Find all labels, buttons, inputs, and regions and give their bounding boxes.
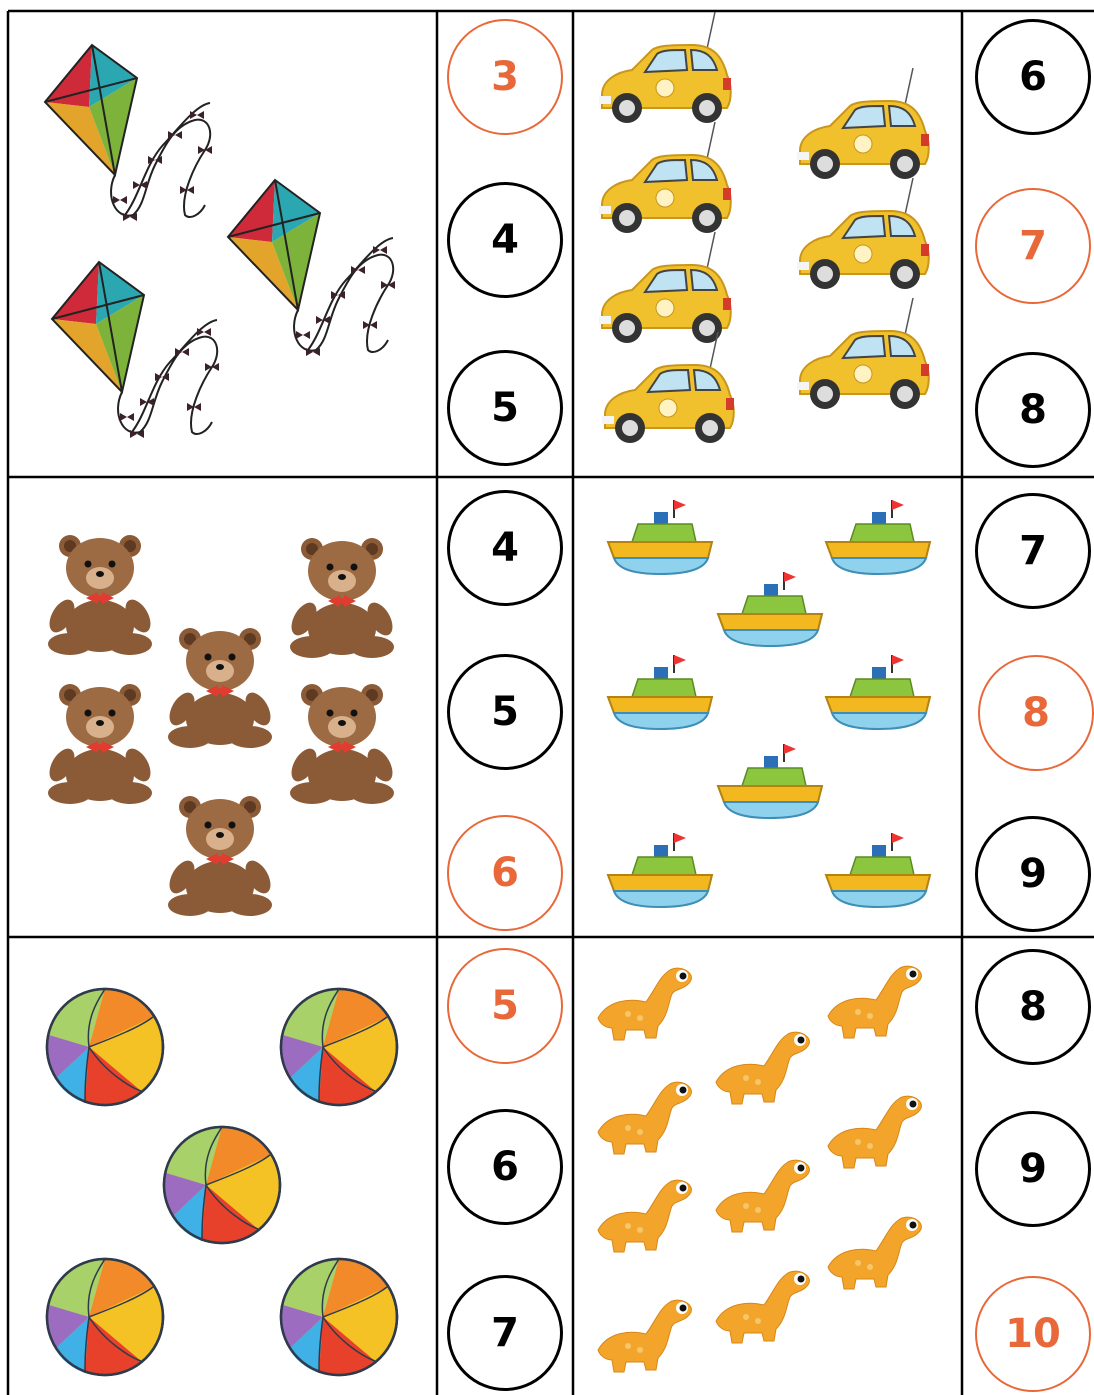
- dinosaur-icon: [598, 1082, 691, 1154]
- answer-circle-r1-left-1[interactable]: [447, 19, 563, 135]
- answer-circle-r3-left-3[interactable]: [447, 1275, 563, 1391]
- dinosaur-icon: [598, 1180, 691, 1252]
- answer-circle-r2-right-3[interactable]: [975, 816, 1091, 932]
- boat-icon: [718, 744, 822, 818]
- car-icon: [602, 332, 734, 443]
- dinosaur-icon: [828, 966, 921, 1038]
- answer-circle-r2-right-1[interactable]: [975, 493, 1091, 609]
- answer-label: 3: [491, 54, 519, 100]
- answer-label: 4: [491, 217, 519, 263]
- answer-label: 7: [1019, 528, 1047, 574]
- boat-icon: [718, 572, 822, 646]
- dinosaur-icon: [716, 1160, 809, 1232]
- answer-circle-r3-left-1[interactable]: [447, 948, 563, 1064]
- teddy-bear-icon: [44, 684, 155, 804]
- answer-label: 6: [491, 1144, 519, 1190]
- boat-icon: [608, 500, 712, 574]
- answer-circle-r2-left-2[interactable]: [447, 654, 563, 770]
- answer-label: 9: [1019, 1146, 1047, 1192]
- answer-circle-r1-right-2[interactable]: [975, 188, 1091, 304]
- car-icon: [797, 298, 929, 409]
- answer-circle-r3-right-1[interactable]: [975, 949, 1091, 1065]
- answer-circle-r1-right-3[interactable]: [975, 352, 1091, 468]
- car-icon: [599, 12, 731, 123]
- answer-circle-r1-right-1[interactable]: [975, 19, 1091, 135]
- answer-circle-r3-right-3[interactable]: [975, 1276, 1091, 1392]
- answer-label: 8: [1019, 387, 1047, 433]
- beach-ball-icon: [281, 1259, 397, 1376]
- boat-icon: [608, 655, 712, 729]
- beach-ball-icon: [164, 1127, 280, 1244]
- dinosaur-icon: [716, 1032, 809, 1104]
- answer-circle-r2-left-1[interactable]: [447, 490, 563, 606]
- car-icon: [599, 122, 731, 233]
- answer-label: 8: [1022, 690, 1050, 736]
- dinosaur-icon: [716, 1271, 809, 1343]
- boat-icon: [826, 655, 930, 729]
- teddy-bear-icon: [164, 628, 275, 748]
- answer-label: 6: [491, 850, 519, 896]
- answer-circle-r3-left-2[interactable]: [447, 1109, 563, 1225]
- kite-icon: [52, 262, 219, 438]
- teddy-bear-icon: [286, 538, 397, 658]
- boat-icon: [826, 833, 930, 907]
- beach-ball-icon: [47, 989, 163, 1106]
- teddy-bear-icon: [286, 684, 397, 804]
- kite-icon: [228, 180, 395, 356]
- dinosaur-icon: [828, 1096, 921, 1168]
- answer-label: 4: [491, 525, 519, 571]
- answer-label: 8: [1019, 984, 1047, 1030]
- car-icon: [797, 178, 929, 289]
- teddy-bear-icon: [164, 796, 275, 916]
- beach-ball-icon: [47, 1259, 163, 1376]
- boat-icon: [826, 500, 930, 574]
- dinosaur-icon: [598, 968, 691, 1040]
- kite-icon: [45, 45, 212, 221]
- boat-icon: [608, 833, 712, 907]
- answer-label: 5: [491, 689, 519, 735]
- answer-circle-r2-right-2[interactable]: [978, 655, 1094, 771]
- answer-label: 5: [491, 385, 519, 431]
- dinosaur-icon: [828, 1217, 921, 1289]
- car-icon: [797, 68, 929, 179]
- teddy-bear-icon: [44, 535, 155, 655]
- car-icon: [599, 232, 731, 343]
- answer-circle-r1-left-2[interactable]: [447, 182, 563, 298]
- answer-label: 7: [1019, 223, 1047, 269]
- answer-circle-r1-left-3[interactable]: [447, 350, 563, 466]
- answer-circle-r3-right-2[interactable]: [975, 1111, 1091, 1227]
- answer-label: 9: [1019, 851, 1047, 897]
- answer-label: 10: [1005, 1311, 1061, 1357]
- answer-label: 6: [1019, 54, 1047, 100]
- beach-ball-icon: [281, 989, 397, 1106]
- answer-label: 5: [491, 983, 519, 1029]
- dinosaur-icon: [598, 1300, 691, 1372]
- answer-circle-r2-left-3[interactable]: [447, 815, 563, 931]
- answer-label: 7: [491, 1310, 519, 1356]
